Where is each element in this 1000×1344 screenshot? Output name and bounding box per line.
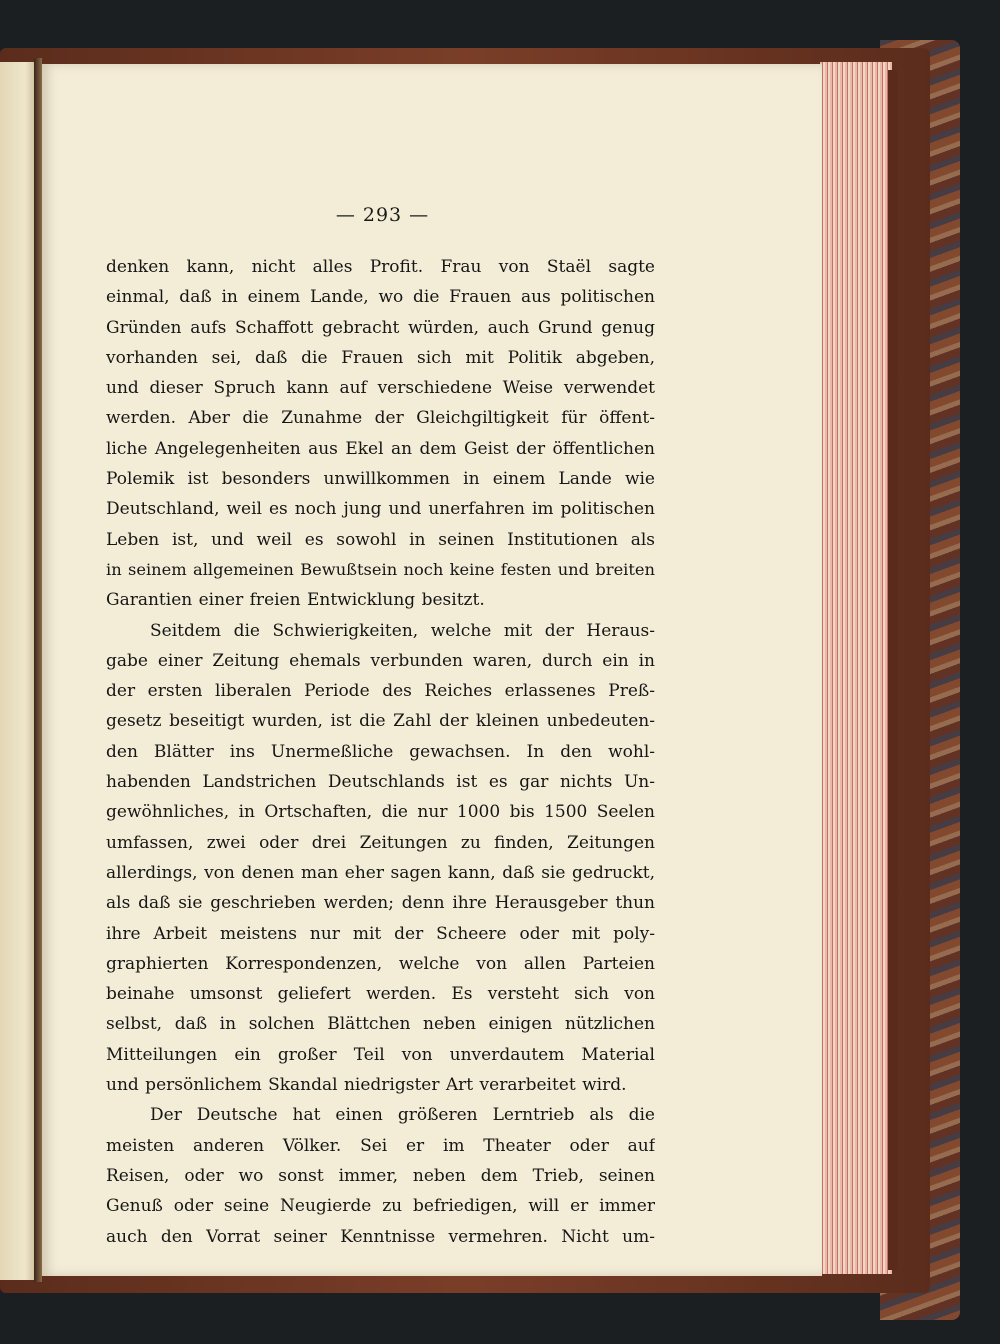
page-text — [106, 252, 655, 1252]
book-gutter — [34, 58, 42, 1282]
text-line: ihre Arbeit meistens nur mit der Scheere oder mit poly- — [106, 923, 655, 944]
text-line: habenden Landstrichen Deutschlands ist es gar nichts Un- — [106, 772, 655, 793]
text-line: Garantien einer freien Entwicklung besitzt. — [106, 590, 485, 611]
text-line: beinahe umsonst geliefert werden. Es versteht sich von — [106, 984, 655, 1005]
text-line: meisten anderen Völker. Sei er im Theater oder auf — [106, 1135, 655, 1156]
text-line: Reisen, oder wo sonst immer, neben dem Trieb, seinen — [106, 1165, 655, 1186]
text-line: in seinem allgemeinen Bewußtsein noch keine festen und breiten — [106, 559, 655, 579]
text-line: graphierten Korrespondenzen, welche von allen Parteien — [106, 953, 655, 974]
text-line: als daß sie geschrieben werden; denn ihre Herausgeber thun — [106, 893, 655, 914]
text-line: und dieser Spruch kann auf verschiedene Weise verwendet — [106, 378, 655, 399]
text-line: werden. Aber die Zunahme der Gleichgiltigkeit für öffent- — [106, 408, 655, 429]
text-line: den Blätter ins Unermeßliche gewachsen. In den wohl- — [106, 741, 655, 762]
text-line: auch den Vorrat seiner Kenntnisse vermehren. Nicht um- — [106, 1226, 655, 1247]
text-line: denken kann, nicht alles Profit. Frau von Staël sagte — [106, 257, 655, 277]
cover-spine-shade — [888, 70, 898, 1270]
text-line: Deutschland, weil es noch jung und unerfahren im politischen — [106, 499, 655, 520]
text-line: selbst, daß in solchen Blättchen neben einigen nützlichen — [106, 1014, 655, 1035]
text-line: Der Deutsche hat einen größeren Lerntrieb als die — [150, 1105, 655, 1126]
text-line: Seitdem die Schwierigkeiten, welche mit der Heraus- — [150, 620, 655, 641]
text-line: liche Angelegenheiten aus Ekel an dem Geist der öffentlichen — [106, 438, 655, 459]
text-line: und persönlichem Skandal niedrigster Art verarbeitet wird. — [106, 1075, 627, 1096]
text-line: der ersten liberalen Periode des Reiches erlassenes Preß- — [106, 681, 655, 702]
page-block-edge — [820, 62, 892, 1274]
text-line: Genuß oder seine Neugierde zu befriedigen, will er immer — [106, 1196, 655, 1217]
text-line: Polemik ist besonders unwillkommen in einem Lande wie — [106, 469, 655, 490]
left-page-edge — [0, 62, 36, 1280]
text-line: Gründen aufs Schaffott gebracht würden, auch Grund genug — [106, 317, 655, 338]
text-line: Mitteilungen ein großer Teil von unverdautem Material — [106, 1044, 655, 1065]
text-line: Leben ist, und weil es sowohl in seinen Institutionen als — [106, 529, 655, 550]
text-line: gesetz beseitigt wurden, ist die Zahl der kleinen unbedeuten- — [106, 711, 655, 732]
text-line: vorhanden sei, daß die Frauen sich mit Politik abgeben, — [106, 347, 655, 368]
page-number: — 293 — — [335, 204, 430, 226]
text-line: gewöhnliches, in Ortschaften, die nur 1000 bis 1500 Seelen — [106, 802, 655, 823]
text-line: umfassen, zwei oder drei Zeitungen zu finden, Zeitungen — [106, 832, 655, 853]
text-line: allerdings, von denen man eher sagen kann, daß sie gedruckt, — [106, 862, 655, 883]
text-line: gabe einer Zeitung ehemals verbunden waren, durch ein in — [106, 650, 655, 671]
text-line: einmal, daß in einem Lande, wo die Frauen aus politischen — [106, 287, 655, 308]
